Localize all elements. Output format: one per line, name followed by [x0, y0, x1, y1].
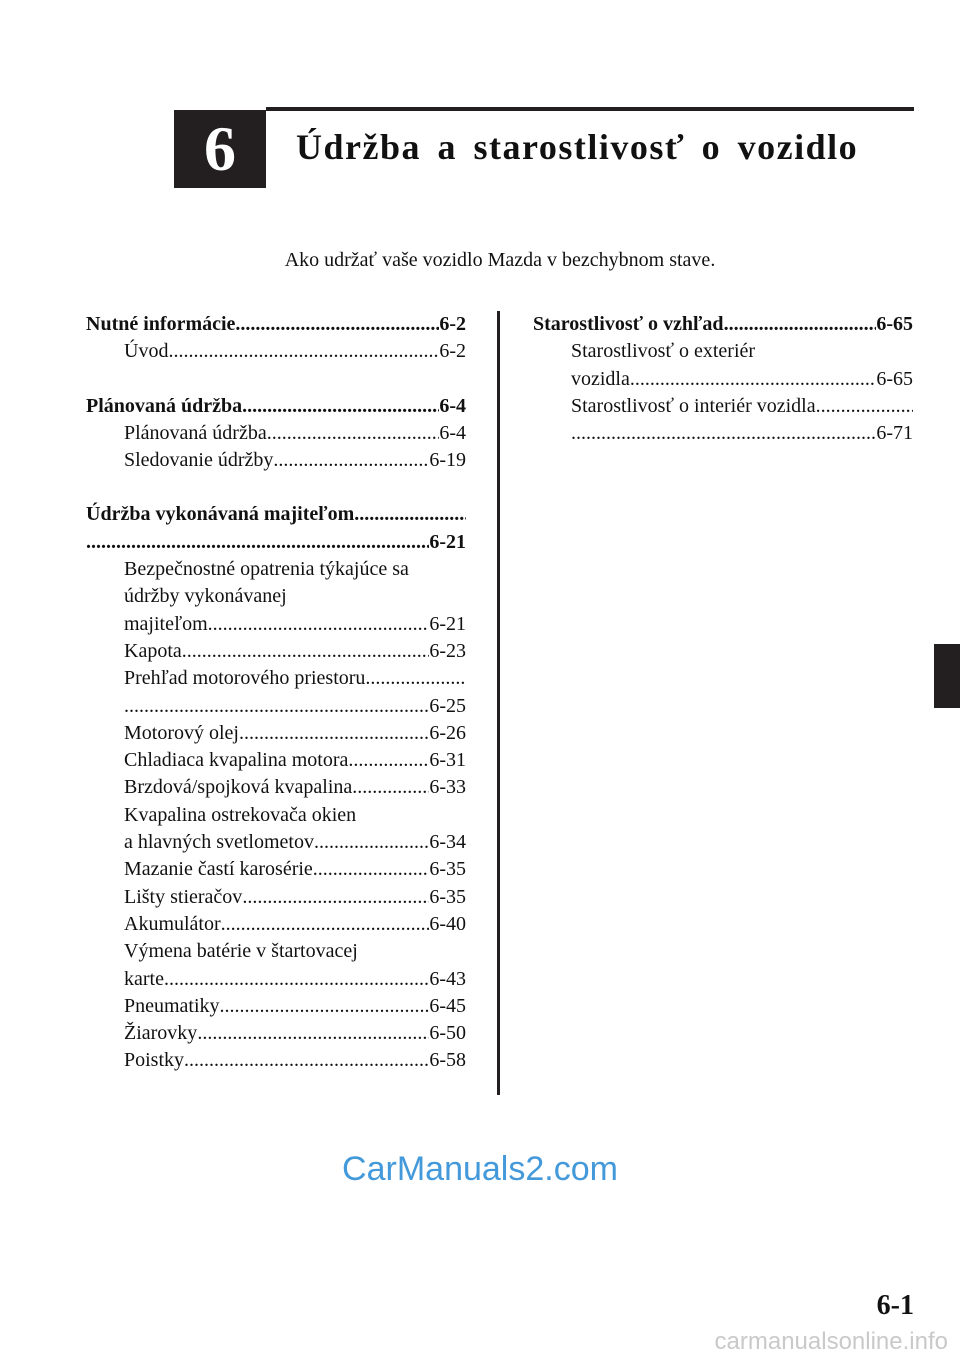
- toc-dot-leader: [221, 911, 430, 938]
- toc-entry-title: Kapota: [124, 639, 182, 662]
- toc-dot-leader: [314, 829, 429, 856]
- toc-dot-leader: [267, 420, 440, 447]
- chapter-title: Údržba a starostlivosť o vozidlo: [296, 127, 859, 167]
- toc-dot-leader: [86, 529, 429, 556]
- toc-entry-title: karte: [124, 967, 164, 990]
- toc-gap: [86, 474, 466, 501]
- toc-entry-page: 6-33: [429, 776, 466, 799]
- toc-entry-title: Brzdová/spojková kvapalina: [124, 776, 353, 799]
- toc-entry-title: Údržba vykonávaná majiteľom: [86, 503, 355, 526]
- toc-entry[interactable]: [86, 856, 466, 883]
- toc-dot-leader: [352, 774, 429, 801]
- toc-entry-title: Starostlivosť o vzhľad: [533, 313, 724, 335]
- toc-entry-page: 6-21: [429, 530, 466, 553]
- toc-dot-leader: [235, 311, 439, 338]
- chapter-side-tab: [934, 644, 960, 708]
- toc-entry-title: Úvod: [124, 340, 169, 363]
- toc-dot-leader: [239, 720, 429, 747]
- toc-right-column: [533, 311, 913, 447]
- toc-entry-title: Sledovanie údržby: [124, 449, 274, 472]
- toc-entry[interactable]: [86, 993, 466, 1020]
- toc-entry[interactable]: [533, 393, 913, 420]
- chapter-number-box: [174, 110, 266, 188]
- toc-section-entry[interactable]: [86, 501, 466, 528]
- toc-dot-leader: [571, 420, 876, 447]
- toc-entry[interactable]: [533, 338, 913, 365]
- toc-entry-page: 6-31: [429, 749, 466, 772]
- toc-entry-page: 6-35: [429, 885, 466, 908]
- toc-entry-page: 6-2: [439, 340, 466, 363]
- toc-entry-title: majiteľom: [124, 612, 208, 635]
- toc-entry[interactable]: [533, 366, 913, 393]
- toc-entry-page: 6-65: [876, 313, 913, 335]
- toc-dot-leader: [242, 884, 429, 911]
- toc-entry-page: 6-4: [439, 394, 466, 417]
- toc-entry-page: 6-35: [429, 858, 466, 881]
- toc-entry[interactable]: [86, 638, 466, 665]
- toc-entry[interactable]: [86, 611, 466, 638]
- toc-entry-title: Výmena batérie v štartovacej: [124, 940, 358, 963]
- toc-entry[interactable]: [86, 774, 466, 801]
- toc-entry-page: 6-26: [429, 721, 466, 744]
- toc-entry[interactable]: [86, 1047, 466, 1074]
- toc-entry-page: 6-43: [429, 967, 466, 990]
- chapter-number: 6: [204, 113, 236, 184]
- toc-entry-title: Mazanie častí karosérie: [124, 858, 313, 881]
- toc-entry-page: 6-34: [429, 831, 466, 854]
- footer-site-url: carmanualsonline.info: [714, 1328, 948, 1355]
- toc-entry-page: 6-25: [429, 694, 466, 717]
- toc-dot-leader: [184, 1047, 429, 1074]
- toc-entry-title: Motorový olej: [124, 721, 239, 744]
- chapter-subtitle: Ako udržať vaše vozidlo Mazda v bezchybnom stave.: [284, 249, 716, 271]
- toc-dot-leader: [124, 693, 429, 720]
- toc-entry[interactable]: [86, 938, 466, 965]
- toc-entry[interactable]: [86, 802, 466, 829]
- toc-dot-leader: [630, 366, 876, 393]
- toc-entry-page: 6-2: [439, 313, 466, 335]
- toc-entry-title: Prehľad motorového priestoru: [124, 667, 366, 690]
- toc-left-column: [86, 311, 466, 1075]
- toc-dot-leader: [208, 611, 430, 638]
- watermark: CarManuals2.com: [342, 1150, 618, 1188]
- chapter-header-rule: [266, 107, 914, 111]
- toc-entry[interactable]: [86, 420, 466, 447]
- toc-entry-title: Bezpečnostné opatrenia týkajúce sa: [124, 558, 409, 581]
- toc-dot-leader: [182, 638, 430, 665]
- toc-entry-title: a hlavných svetlometov: [124, 831, 314, 854]
- toc-dot-leader: [273, 447, 429, 474]
- toc-entry-title: Plánovaná údržba: [124, 421, 267, 444]
- toc-entry[interactable]: [86, 338, 466, 365]
- toc-entry-title: Chladiaca kvapalina motora: [124, 749, 349, 772]
- toc-entry[interactable]: [86, 1020, 466, 1047]
- toc-dot-leader: [164, 966, 429, 993]
- toc-section-entry[interactable]: [86, 393, 466, 420]
- toc-entry-page: 6-23: [429, 639, 466, 662]
- toc-dot-leader: [313, 856, 430, 883]
- toc-entry[interactable]: [533, 420, 913, 447]
- toc-entry[interactable]: [86, 911, 466, 938]
- toc-entry[interactable]: [86, 665, 466, 692]
- toc-gap: [86, 366, 466, 393]
- toc-entry[interactable]: [86, 583, 466, 610]
- toc-entry-page: 6-40: [429, 912, 466, 935]
- toc-entry[interactable]: [86, 693, 466, 720]
- toc-entry-page: 6-71: [876, 422, 913, 445]
- page-number: 6-1: [876, 1290, 914, 1321]
- toc-entry-title: Poistky: [124, 1049, 185, 1072]
- toc-entry-page: 6-58: [429, 1049, 466, 1072]
- toc-dot-leader: [816, 393, 913, 420]
- toc-dot-leader: [220, 993, 430, 1020]
- toc-entry[interactable]: [86, 884, 466, 911]
- toc-entry[interactable]: [86, 447, 466, 474]
- toc-entry[interactable]: [86, 720, 466, 747]
- toc-dot-leader: [365, 665, 466, 692]
- toc-entry-title: Kvapalina ostrekovača okien: [124, 803, 357, 826]
- toc-dot-leader: [242, 393, 439, 420]
- toc-section-entry[interactable]: [533, 311, 913, 338]
- toc-section-entry[interactable]: [86, 529, 466, 556]
- toc-entry-title: Žiarovky: [124, 1022, 198, 1045]
- toc-entry[interactable]: [86, 747, 466, 774]
- toc-dot-leader: [168, 338, 439, 365]
- toc-dot-leader: [724, 311, 877, 338]
- toc-entry[interactable]: [86, 829, 466, 856]
- column-divider: [497, 311, 500, 1095]
- toc-entry[interactable]: [86, 966, 466, 993]
- toc-entry-page: 6-4: [439, 421, 466, 444]
- toc-entry-page: 6-50: [429, 1022, 466, 1045]
- toc-entry-title: Starostlivosť o interiér vozidla: [571, 394, 816, 417]
- toc-entry-title: Lišty stieračov: [124, 885, 243, 908]
- toc-entry-page: 6-21: [429, 612, 466, 635]
- toc-entry[interactable]: [86, 556, 466, 583]
- toc-entry-page: 6-65: [876, 367, 913, 390]
- toc-entry-title: Akumulátor: [124, 912, 221, 935]
- toc-entry-page: 6-45: [429, 994, 466, 1017]
- toc-entry-title: Pneumatiky: [124, 994, 220, 1017]
- toc-entry-title: vozidla: [571, 367, 630, 390]
- toc-dot-leader: [197, 1020, 429, 1047]
- toc-entry-page: 6-19: [429, 449, 466, 472]
- toc-dot-leader: [348, 747, 429, 774]
- toc-entry-title: Starostlivosť o exteriér: [571, 340, 756, 363]
- toc-entry-title: Nutné informácie: [86, 313, 236, 335]
- toc-dot-leader: [354, 501, 466, 528]
- toc-entry-title: údržby vykonávanej: [124, 585, 287, 608]
- toc-entry-title: Plánovaná údržba: [86, 394, 243, 417]
- toc-section-entry[interactable]: [86, 311, 466, 338]
